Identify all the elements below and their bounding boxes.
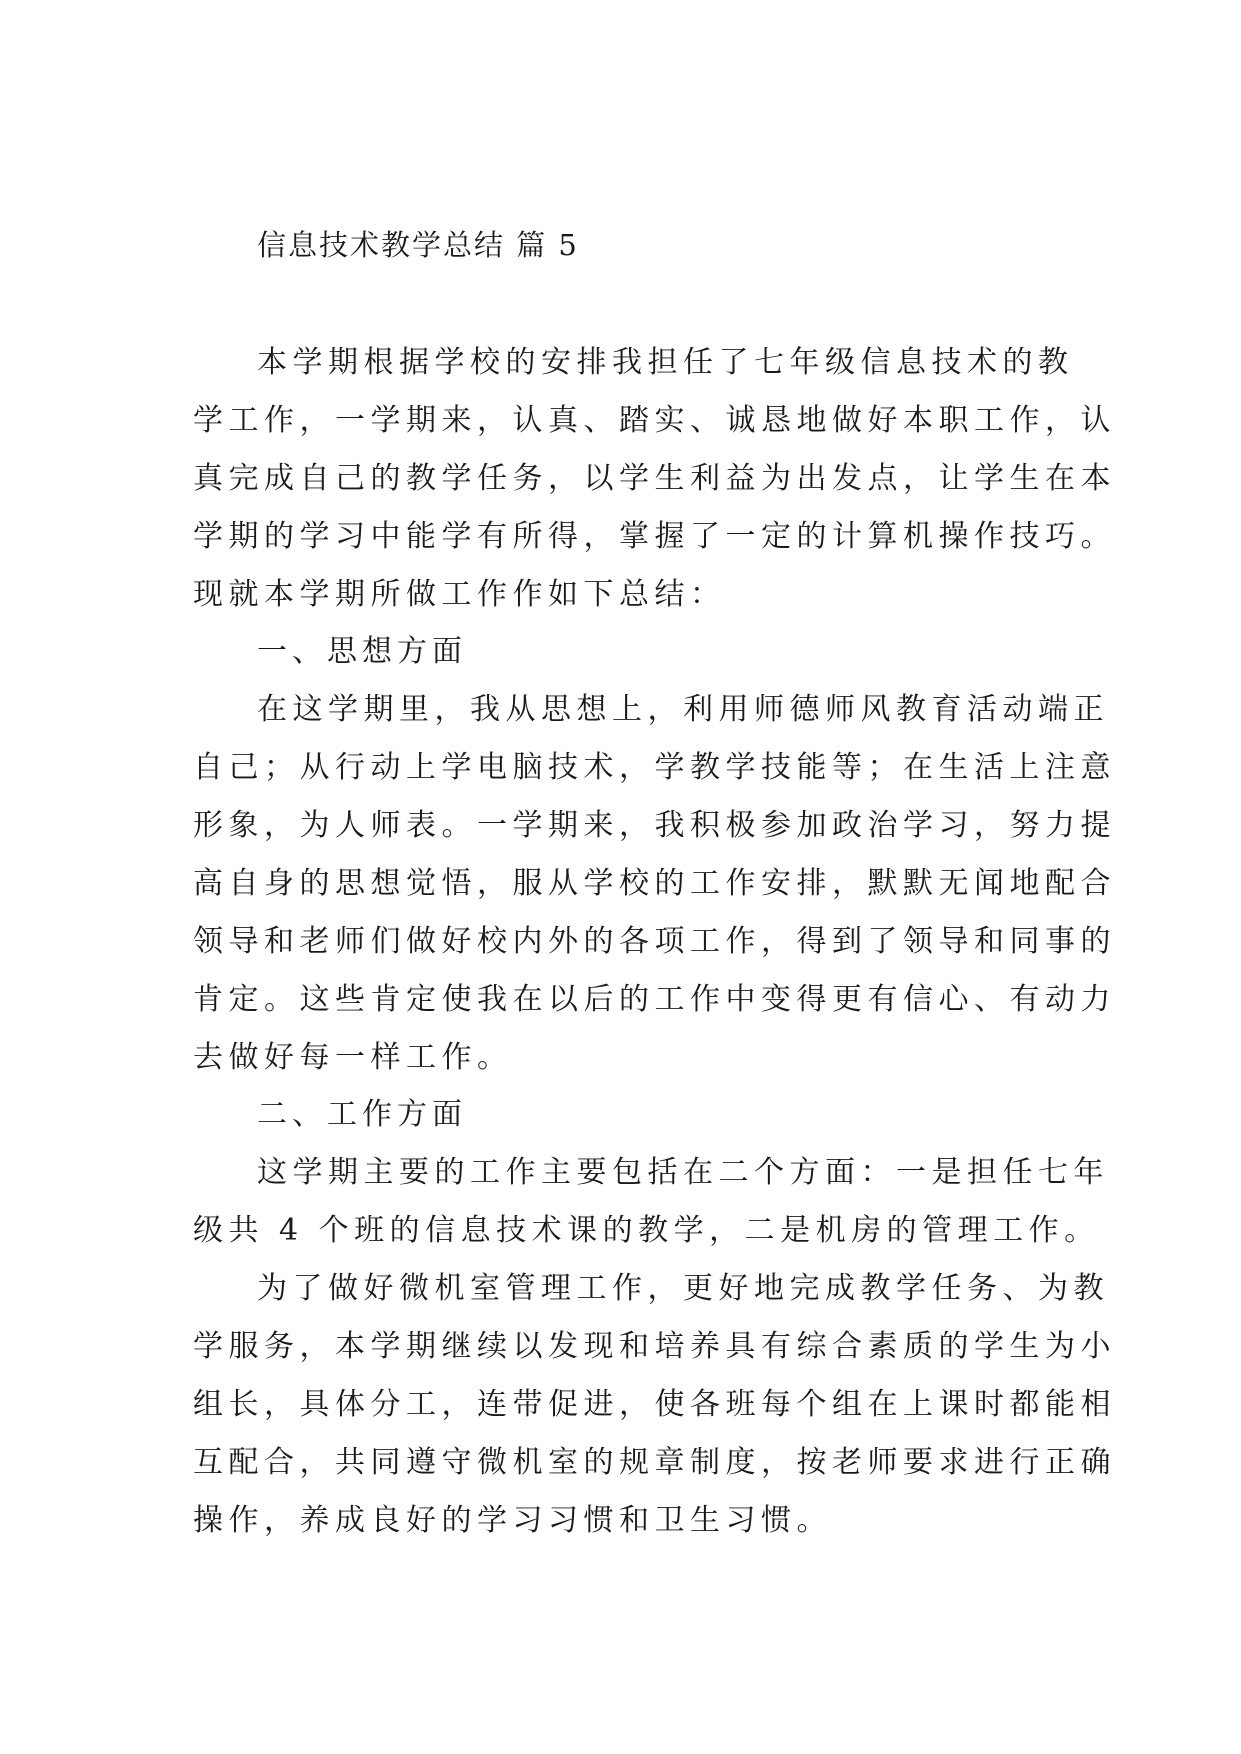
paragraph-line: 本学期根据学校的安排我担任了七年级信息技术的教	[257, 345, 1074, 380]
paragraph-line: 学工作，一学期来，认真、踏实、诚恳地做好本职工作，认	[193, 403, 1116, 438]
paragraph-line: 级共 4 个班的信息技术课的教学，二是机房的管理工作。	[193, 1213, 1100, 1248]
paragraph-line: 这学期主要的工作主要包括在二个方面：一是担任七年	[257, 1155, 1109, 1190]
paragraph-line: 学服务，本学期继续以发现和培养具有综合素质的学生为小	[193, 1329, 1116, 1364]
document-title: 信息技术教学总结 篇 5	[257, 228, 579, 262]
paragraph-line: 互配合，共同遵守微机室的规章制度，按老师要求进行正确	[193, 1445, 1116, 1480]
paragraph-line: 现就本学期所做工作作如下总结：	[193, 577, 726, 612]
paragraph-line: 领导和老师们做好校内外的各项工作，得到了领导和同事的	[193, 924, 1116, 959]
paragraph-line: 高自身的思想觉悟，服从学校的工作安排，默默无闻地配合	[193, 866, 1116, 901]
paragraph-line: 形象，为人师表。一学期来，我积极参加政治学习，努力提	[193, 808, 1116, 843]
paragraph-line: 组长，具体分工，连带促进，使各班每个组在上课时都能相	[193, 1387, 1116, 1422]
paragraph-line: 操作，养成良好的学习习惯和卫生习惯。	[193, 1503, 832, 1538]
paragraph-line: 去做好每一样工作。	[193, 1040, 513, 1075]
section-heading: 一、思想方面	[257, 634, 467, 669]
paragraph-line: 肯定。这些肯定使我在以后的工作中变得更有信心、有动力	[193, 982, 1116, 1017]
paragraph-line: 自己；从行动上学电脑技术，学教学技能等；在生活上注意	[193, 750, 1116, 785]
paragraph-line: 学期的学习中能学有所得，掌握了一定的计算机操作技巧。	[193, 519, 1116, 554]
paragraph-line: 为了做好微机室管理工作，更好地完成教学任务、为教	[257, 1271, 1109, 1306]
section-heading: 二、工作方面	[257, 1097, 467, 1132]
paragraph-line: 真完成自己的教学任务，以学生利益为出发点，让学生在本	[193, 461, 1116, 496]
paragraph-line: 在这学期里，我从思想上，利用师德师风教育活动端正	[257, 692, 1109, 727]
